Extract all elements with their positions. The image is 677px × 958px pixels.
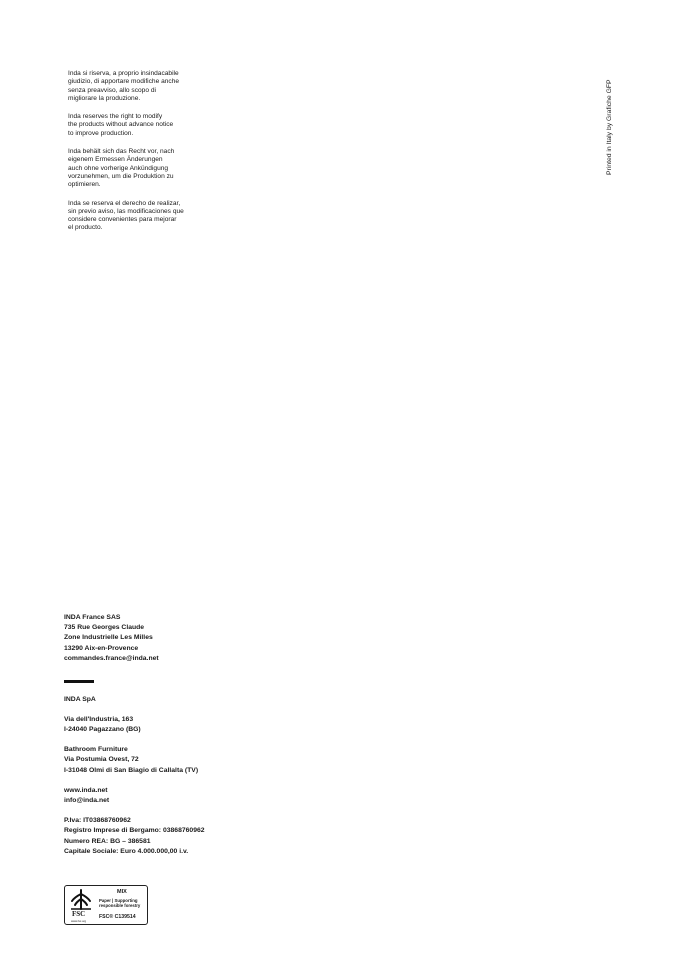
spa-headquarters: Via dell'Industria, 163 I-24040 Pagazzano (BG) — [64, 715, 141, 733]
spa-name: INDA SpA — [64, 695, 96, 703]
fsc-mix-label: MIX — [117, 889, 127, 895]
fsc-code: FSC® C139514 — [99, 914, 136, 920]
disclaimer-german: Inda behält sich das Recht vor, nach eigenem Ermessen Änderungen auch ohne vorherige Ankündigung vorzunehmen, um die Produktion zu optimieren. — [68, 148, 175, 189]
divider — [64, 680, 94, 683]
spa-legal-info: P.Iva: IT03868760962 Registro Imprese di Bergamo: 03868760962 Numero REA: BG – 386581 Capitale Sociale: Euro 4.000.000,00 i.v. — [64, 817, 205, 855]
disclaimer-italian: Inda si riserva, a proprio insindacabile giudizio, di apportare modifiche anche senza preavviso, allo scopo di migliorare la produzione. — [68, 70, 180, 102]
disclaimer-list — [68, 70, 238, 243]
spa-furniture-address: Bathroom Furniture Via Postumia Ovest, 72 I-31048 Olmi di San Biagio di Callalta (TV) — [64, 746, 199, 774]
fsc-logo-text: FSC — [72, 910, 86, 918]
fsc-tree-icon — [68, 889, 94, 911]
france-address: INDA France SAS 735 Rue Georges Claude Zone Industrielle Les Milles 13290 Aix-en-Provence commandes.france@inda.net — [64, 614, 159, 662]
printed-in-note: Printed in Italy by Grafiche GFP — [606, 79, 613, 175]
contact-footer — [64, 613, 324, 857]
disclaimer-english: Inda reserves the right to modify the products without advance notice to improve production. — [68, 113, 174, 137]
fsc-paper-text: Paper | Supporting responsible forestry — [99, 898, 141, 908]
fsc-url: www.fsc.org — [71, 919, 87, 923]
spa-web-contacts: www.inda.net info@inda.net — [64, 786, 110, 804]
disclaimer-spanish: Inda se reserva el derecho de realizar, sin previo aviso, las modificaciones que considere convenientes para mejorar el producto. — [68, 199, 184, 232]
fsc-badge — [64, 885, 148, 925]
